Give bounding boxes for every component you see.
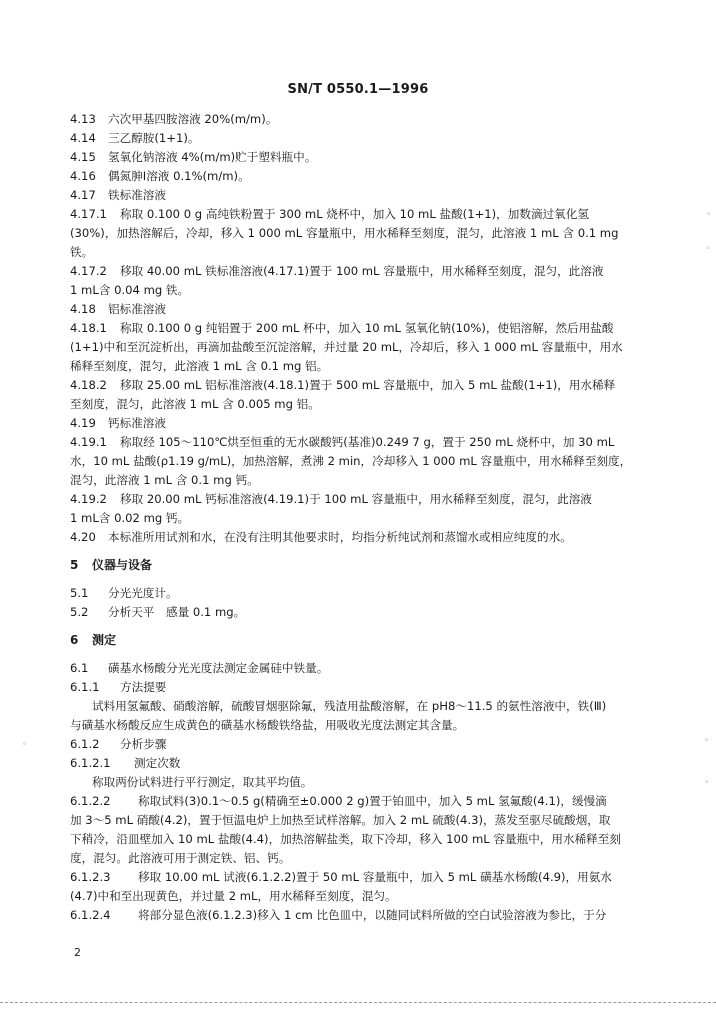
item-4-18-2: 4.18.2 移取 25.00 mL 铝标准溶液(4.18.1)置于 500 mL 容量瓶中，加入 5 mL 盐酸(1+1)，用水稀释: [70, 378, 616, 392]
item-6-1-2-4: 6.1.2.4 将部分显色液(6.1.2.3)移入 1 cm 比色皿中，以随同试料所做的空白试验溶液为参比，于分: [70, 908, 607, 922]
document-body: [70, 110, 668, 925]
item-4-17-1-cont: (30%)，加热溶解后，冷却，移入 1 000 mL 容量瓶中，用水稀释至刻度，混匀，此溶液 1 mL 含 0.1 mg: [70, 226, 619, 240]
item-6-1-2-1-para: 称取两份试料进行平行测定，取其平均值。: [92, 775, 313, 789]
item-6-1-1-cont: 与磺基水杨酸反应生成黄色的磺基水杨酸铁络盐，用吸收光度法测定其含量。: [70, 718, 465, 732]
item-4-17-2: 4.17.2 移取 40.00 mL 铁标准溶液(4.17.1)置于 100 mL 容量瓶中，用水稀释至刻度，混匀，此溶液: [70, 264, 604, 278]
page-number: 2: [74, 946, 81, 959]
item-6-1-2-2: 6.1.2.2 称取试料(3)0.1～0.5 g(精确至±0.000 2 g)置于铂皿中，加入 5 mL 氢氟酸(4.1)，缓慢滴: [70, 794, 607, 808]
item-4-19-2: 4.19.2 移取 20.00 mL 钙标准溶液(4.19.1)于 100 mL 容量瓶中，用水稀释至刻度，混匀，此溶液: [70, 492, 592, 506]
item-6-1-2-2-cont: 加 3～5 mL 硝酸(4.2)，置于恒温电炉上加热至试样溶解。加入 2 mL 硫酸(4.3)，蒸发至驱尽硫酸烟，取: [70, 813, 611, 827]
item-4-17-1-cont: 铁。: [70, 245, 94, 259]
item-4-20: 4.20 本标准所用试剂和水，在没有注明其他要求时，均指分析纯试剂和蒸馏水或相应纯度的水。: [70, 530, 572, 544]
item-5-1: 5.1 分光光度计。: [70, 586, 178, 600]
item-6-1: 6.1 磺基水杨酸分光光度法测定金属硅中铁量。: [70, 661, 329, 675]
item-4-15: 4.15 氢氧化钠溶液 4%(m/m)贮于塑料瓶中。: [70, 150, 317, 164]
item-6-1-2: 6.1.2 分析步骤: [70, 737, 167, 751]
spacer: [70, 575, 668, 584]
item-4-18-1: 4.18.1 称取 0.100 0 g 纯铝置于 200 mL 杯中，加入 10 mL 氢氧化钠(10%)，使铝溶解，然后用盐酸: [70, 321, 614, 335]
item-6-1-2-2-cont: 度，混匀。此溶液可用于测定铁、铝、钙。: [70, 851, 291, 865]
item-4-19-1-cont: 水，10 mL 盐酸(ρ1.19 g/mL)，加热溶解，煮沸 2 min，冷却移入 1 000 mL 容量瓶中，用水稀释至刻度，: [70, 454, 632, 468]
item-4-17: 4.17 铁标准溶液: [70, 188, 166, 202]
item-6-1-1-para: 试料用氢氟酸、硝酸溶解，硫酸冒烟驱除氟，残渣用盐酸溶解，在 pH8～11.5 的氨性溶液中，铁(Ⅲ): [92, 699, 607, 713]
item-6-1-2-1: 6.1.2.1 测定次数: [70, 756, 181, 770]
item-4-14: 4.14 三乙醇胺(1+1)。: [70, 131, 200, 145]
spacer: [70, 547, 668, 556]
item-6-1-2-2-cont: 下稍冷，沿皿壁加入 10 mL 盐酸(4.4)，加热溶解盐类，取下冷却，移入 100 mL 容量瓶中，用水稀释至刻: [70, 832, 621, 846]
item-4-18-1-cont: (1+1)中和至沉淀析出，再滴加盐酸至沉淀溶解，并过量 20 mL，冷却后，移入 1 000 mL 容量瓶中，用水: [70, 340, 623, 354]
item-4-19-1-cont: 混匀，此溶液 1 mL 含 0.1 mg 钙。: [70, 473, 259, 487]
item-4-19-2-cont: 1 mL含 0.02 mg 钙。: [70, 511, 190, 525]
item-5-2: 5.2 分析天平 感量 0.1 mg。: [70, 605, 246, 619]
scan-mark: ◦: [22, 740, 28, 750]
item-4-17-2-cont: 1 mL含 0.04 mg 铁。: [70, 283, 190, 297]
scan-mark: ◦: [706, 210, 712, 220]
item-4-16: 4.16 偶氮胂Ⅰ溶液 0.1%(m/m)。: [70, 169, 250, 183]
bottom-scan-rule: [0, 1002, 716, 1003]
item-4-19: 4.19 钙标准溶液: [70, 416, 166, 430]
scan-mark: ◦: [704, 778, 710, 788]
item-4-18-1-cont: 稀释至刻度，混匀，此溶液 1 mL 含 0.1 mg 铝。: [70, 359, 329, 373]
document-header: SN/T 0550.1—1996: [287, 82, 429, 97]
item-4-18-2-cont: 至刻度，混匀，此溶液 1 mL 含 0.005 mg 铝。: [70, 397, 320, 411]
item-4-18: 4.18 铝标准溶液: [70, 302, 166, 316]
section-5-heading: 5 仪器与设备: [70, 558, 153, 572]
item-4-19-1: 4.19.1 称取经 105～110℃烘至恒重的无水碳酸钙(基准)0.249 7 g，置于 250 mL 烧杯中，加 30 mL: [70, 435, 615, 449]
item-4-17-1: 4.17.1 称取 0.100 0 g 高纯铁粉置于 300 mL 烧杯中，加入 10 mL 盐酸(1+1)，加数滴过氧化氢: [70, 207, 589, 221]
item-6-1-1: 6.1.1 方法提要: [70, 680, 167, 694]
scan-mark: ◦: [706, 244, 712, 254]
spacer: [70, 650, 668, 659]
scan-mark: ◦: [704, 736, 710, 746]
section-6-heading: 6 测定: [70, 633, 117, 647]
spacer: [70, 622, 668, 631]
item-4-13: 4.13 六次甲基四胺溶液 20%(m/m)。: [70, 112, 278, 126]
item-6-1-2-3-cont: (4.7)中和至出现黄色，并过量 2 mL，用水稀释至刻度，混匀。: [70, 889, 397, 903]
item-6-1-2-3: 6.1.2.3 移取 10.00 mL 试液(6.1.2.2)置于 50 mL 容量瓶中，加入 5 mL 磺基水杨酸(4.9)，用氨水: [70, 870, 612, 884]
